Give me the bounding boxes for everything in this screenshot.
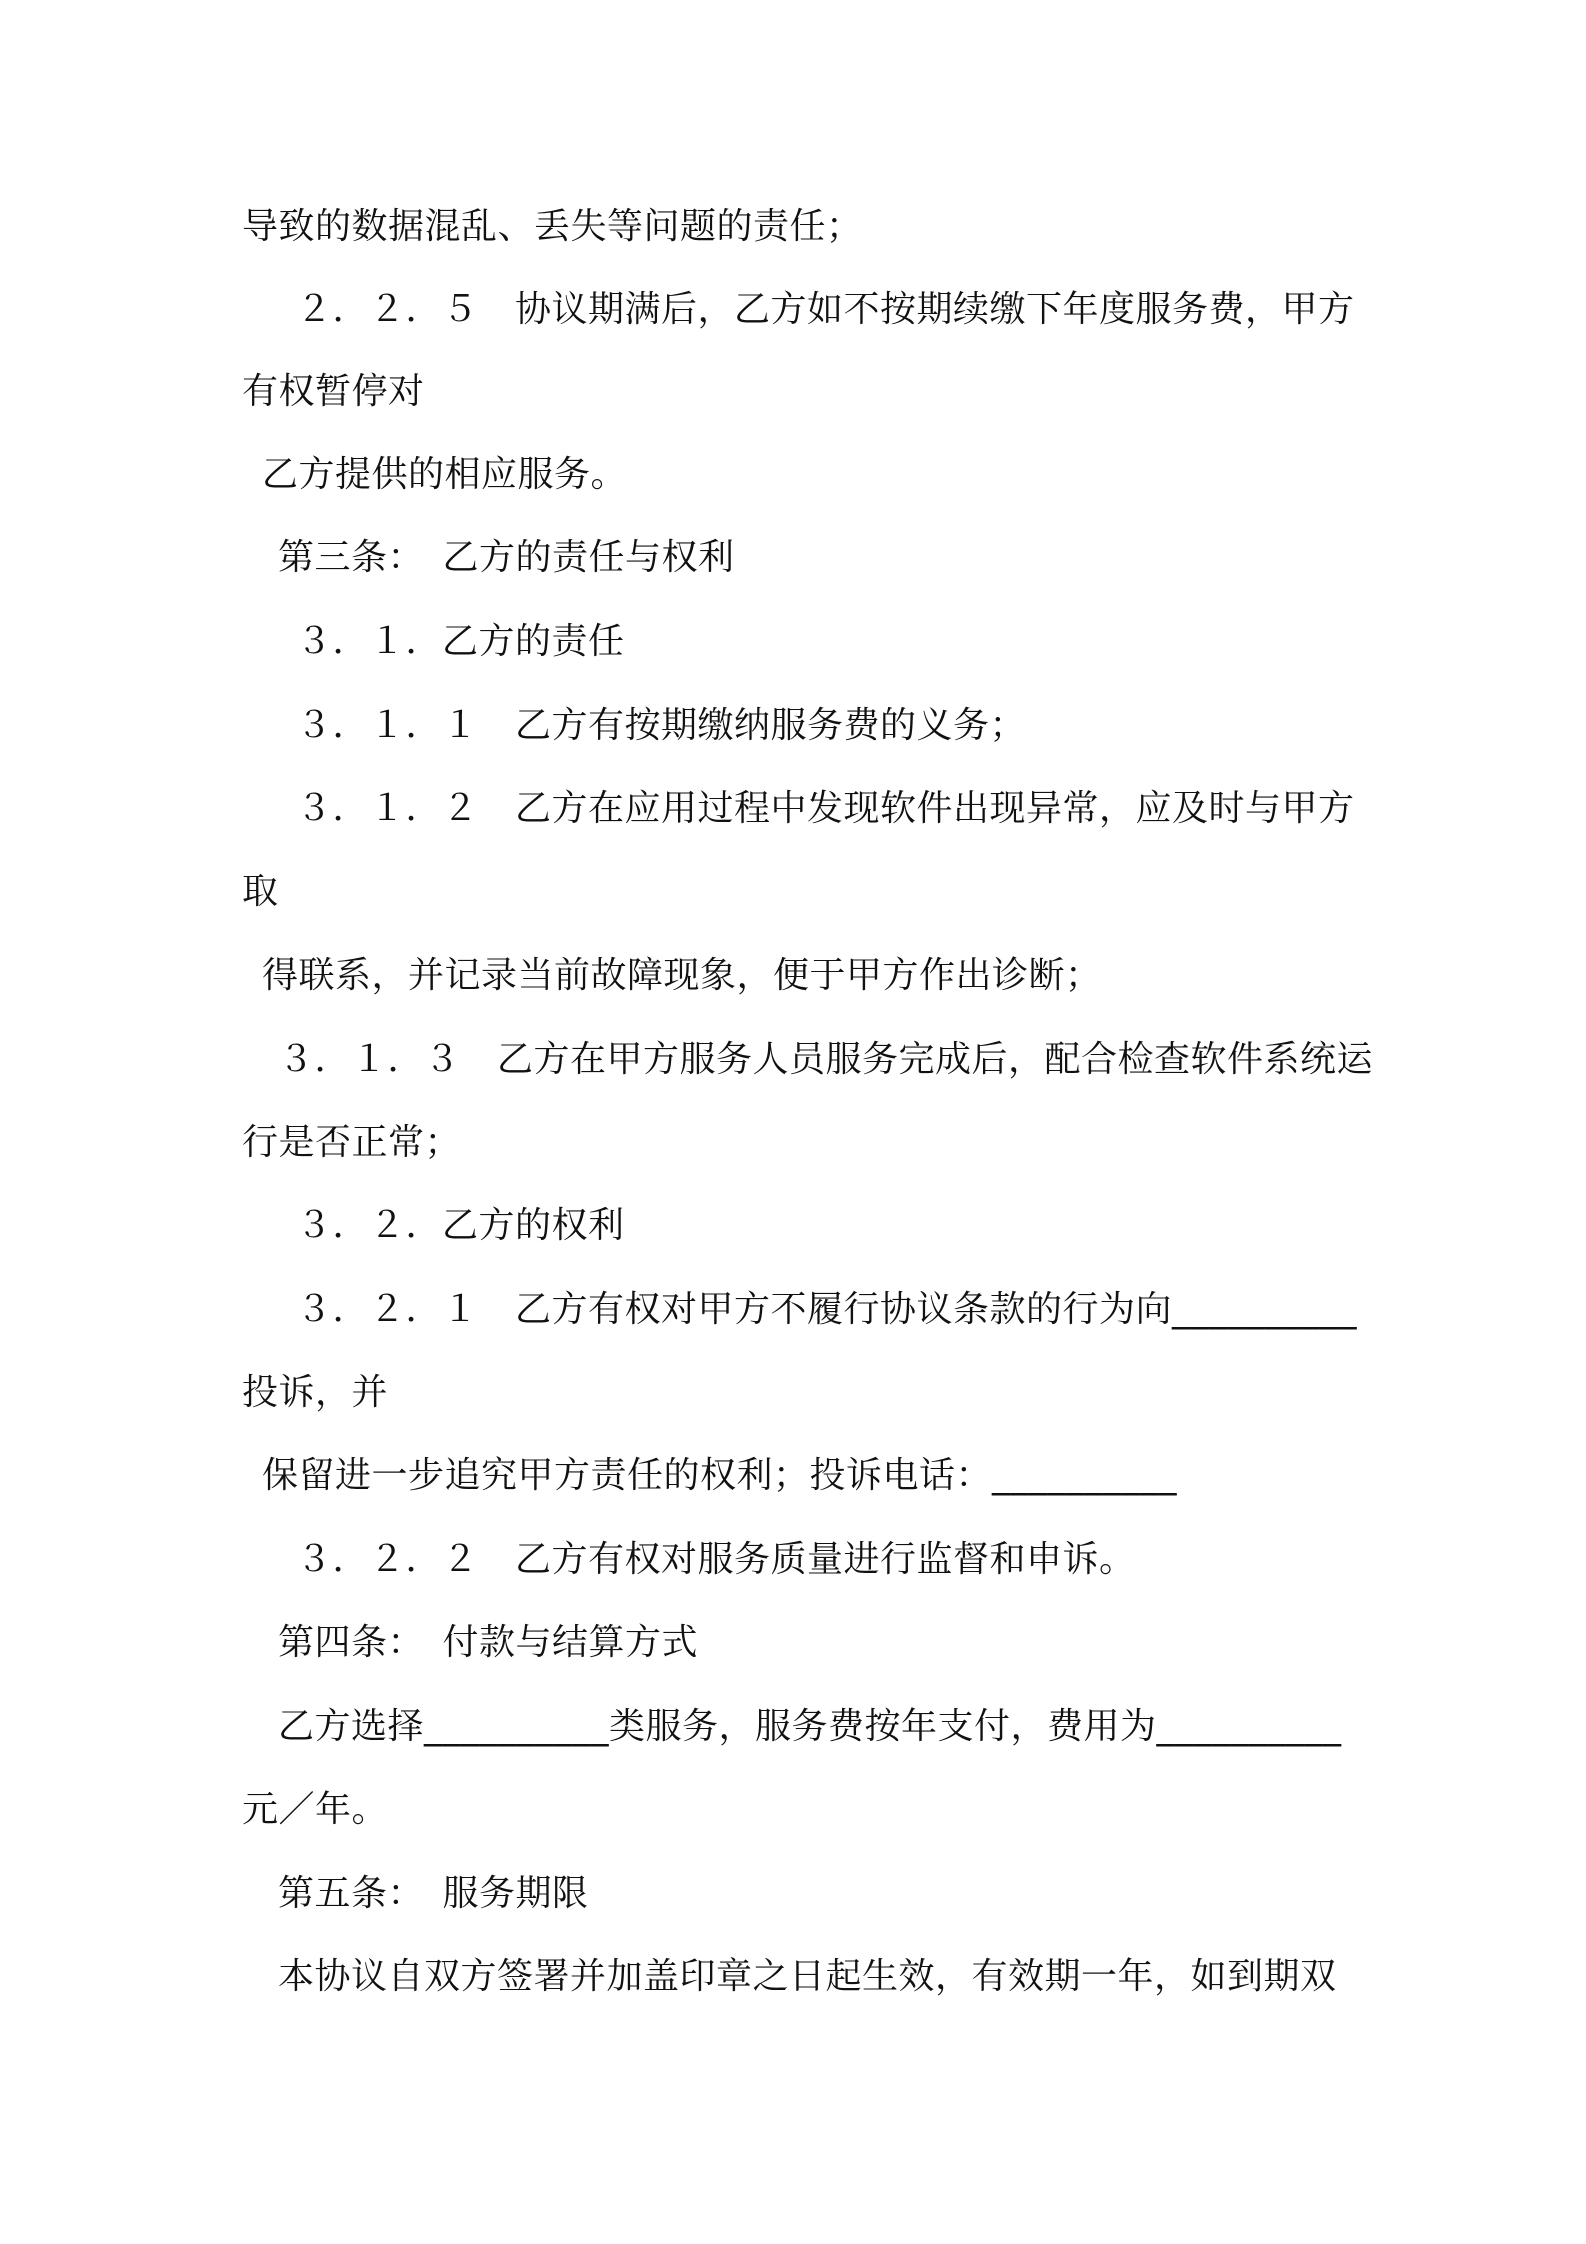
text-line: 得联系，并记录当前故障现象，便于甲方作出诊断； (262, 955, 1102, 996)
article-3-heading: 第三条： 乙方的责任与权利 (278, 537, 735, 578)
clause-2-2-5: ２．２．５ 协议期满后，乙方如不按期续缴下年度服务费，甲方 (296, 289, 1355, 330)
text-line: 取 (242, 871, 279, 912)
text-line: 元／年。 (242, 1789, 389, 1830)
clause-3-1-1: ３．１．１ 乙方有按期缴纳服务费的义务； (296, 705, 1027, 746)
section-3-1-heading: ３．１．乙方的责任 (296, 621, 625, 662)
text-line: 导致的数据混乱、丢失等问题的责任； (242, 206, 863, 247)
service-term-line: 本协议自双方签署并加盖印章之日起生效，有效期一年，如到期双 (278, 1956, 1337, 1997)
article-4-heading: 第四条： 付款与结算方式 (278, 1622, 699, 1663)
complaint-phone-line: 保留进一步追究甲方责任的权利；投诉电话：__________ (262, 1455, 1178, 1496)
section-3-2-heading: ３．２．乙方的权利 (296, 1205, 625, 1246)
clause-3-2-2: ３．２．２ 乙方有权对服务质量进行监督和申诉。 (296, 1539, 1136, 1580)
clause-3-2-1: ３．２．１ 乙方有权对甲方不履行协议条款的行为向__________ (296, 1289, 1358, 1330)
text-line: 有权暂停对 (242, 371, 425, 412)
text-line: 投诉，并 (242, 1372, 389, 1413)
text-line: 乙方提供的相应服务。 (262, 454, 628, 495)
payment-terms-line: 乙方选择__________类服务，服务费按年支付，费用为__________ (278, 1706, 1342, 1747)
article-5-heading: 第五条： 服务期限 (278, 1873, 589, 1914)
text-line: 行是否正常； (242, 1122, 462, 1163)
clause-3-1-2: ３．１．２ 乙方在应用过程中发现软件出现异常，应及时与甲方 (296, 788, 1355, 829)
clause-3-1-3: ３．１．３ 乙方在甲方服务人员服务完成后，配合检查软件系统运 (278, 1039, 1374, 1080)
